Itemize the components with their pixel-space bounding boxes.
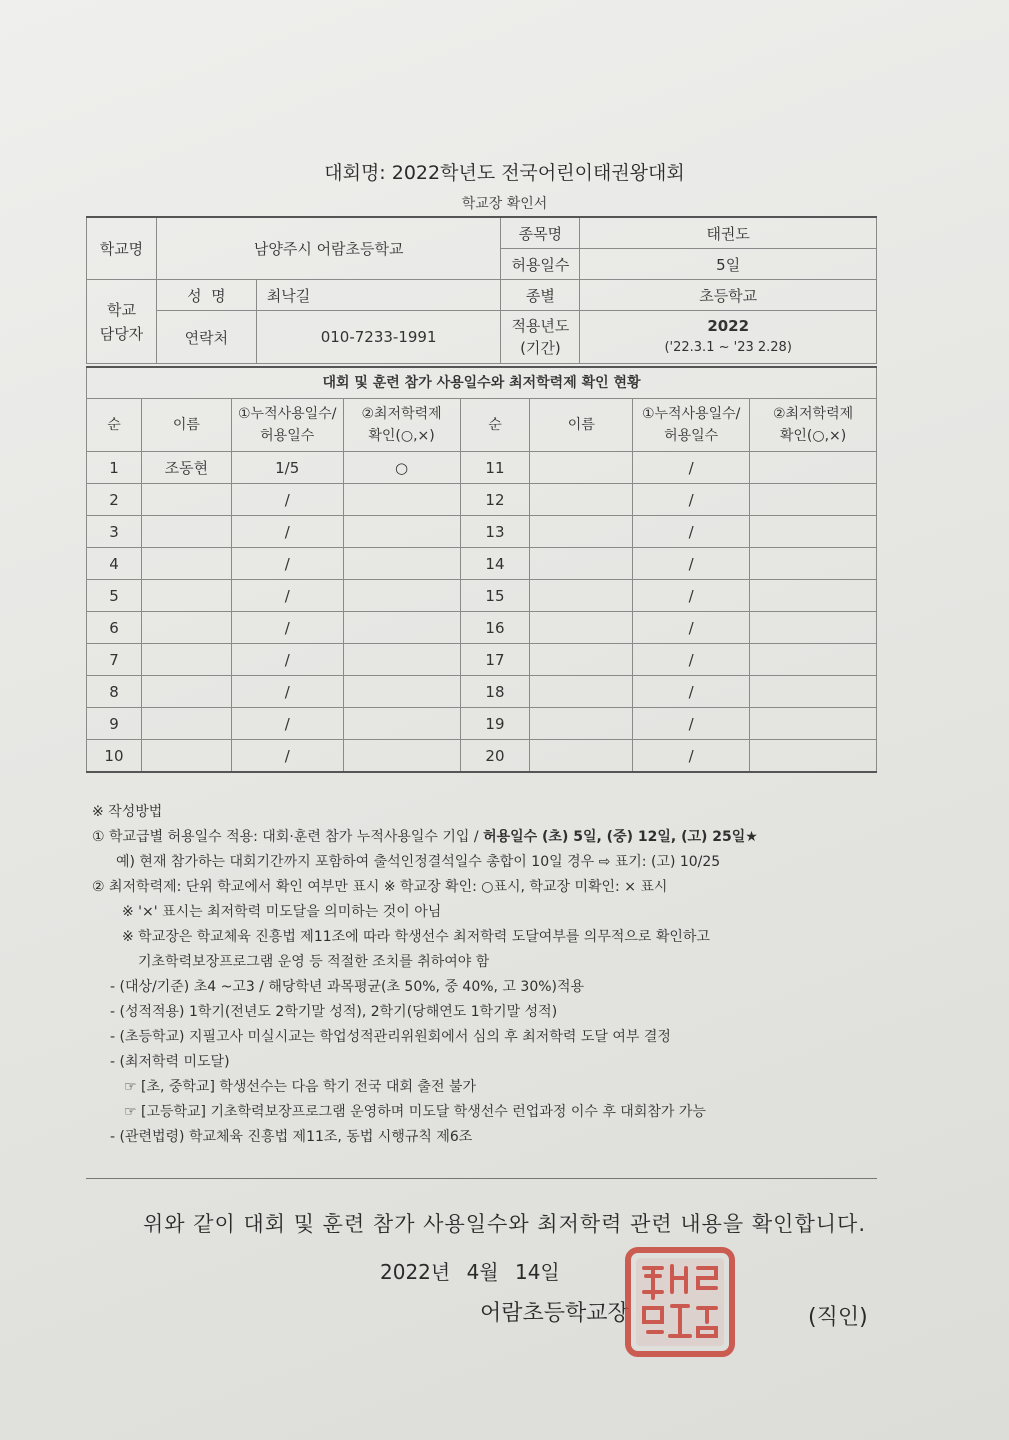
table-cell-d1: / — [231, 708, 343, 740]
year-label-line1: 적용년도 — [511, 317, 570, 335]
notes-heading: ※ 작성방법 — [92, 804, 163, 820]
year-value-cell — [580, 311, 877, 364]
header-days — [231, 399, 343, 452]
status-title: 대회 및 훈련 참가 사용일수와 최저학력제 확인 현황 — [87, 367, 877, 399]
table-cell-n1: 5 — [87, 580, 142, 612]
table-cell-n1: 6 — [87, 612, 142, 644]
header-days-2-line2: 허용일수 — [664, 428, 719, 444]
table-cell-c1 — [343, 548, 460, 580]
table-cell-name1 — [141, 676, 231, 708]
table-cell-name1 — [141, 516, 231, 548]
table-cell-d2: / — [633, 612, 750, 644]
table-cell-c2 — [750, 740, 877, 773]
table-cell-name1 — [141, 644, 231, 676]
event-value: 태권도 — [580, 217, 877, 249]
header-no: 순 — [87, 399, 142, 452]
table-cell-n1: 8 — [87, 676, 142, 708]
table-cell-name2 — [530, 516, 633, 548]
header-days-line1: ①누적사용일수/ — [238, 406, 337, 422]
note-12: - (관련법령) 학교체육 진흥법 제11조, 동법 시행규칙 제6조 — [110, 1129, 473, 1145]
table-cell-d1: / — [231, 484, 343, 516]
table-cell-name1 — [141, 708, 231, 740]
table-cell-c2 — [750, 612, 877, 644]
table-cell-n2: 18 — [460, 676, 530, 708]
header-check-2-line1: ②최저학력제 — [772, 406, 854, 422]
table-cell-d2: / — [633, 548, 750, 580]
table-cell-c1 — [343, 644, 460, 676]
table-cell-name1 — [141, 548, 231, 580]
table-row — [87, 484, 877, 516]
note-8: - (초등학교) 지필고사 미실시교는 학업성적관리위원회에서 심의 후 최저학력 도달 여부 결정 — [110, 1029, 671, 1045]
table-cell-d2: / — [633, 484, 750, 516]
year-label — [501, 311, 580, 364]
table-cell-name2 — [530, 708, 633, 740]
table-cell-c2 — [750, 548, 877, 580]
table-cell-c2 — [750, 580, 877, 612]
table-row — [87, 676, 877, 708]
document-title: 대회명: 2022학년도 전국어린이태권왕대회 — [324, 162, 685, 184]
note-1b: 허용일수 (초) 5일, (중) 12일, (고) 25일★ — [483, 829, 758, 845]
table-cell-n1: 3 — [87, 516, 142, 548]
table-cell-c1 — [343, 484, 460, 516]
table-cell-name2 — [530, 548, 633, 580]
table-cell-n1: 7 — [87, 644, 142, 676]
allowed-days-value: 5일 — [580, 249, 877, 280]
table-cell-c2 — [750, 484, 877, 516]
name-label: 성 명 — [156, 280, 256, 311]
official-seal-icon — [624, 1246, 736, 1358]
table-cell-name2 — [530, 740, 633, 773]
table-cell-c2 — [750, 676, 877, 708]
table-row — [87, 708, 877, 740]
seal-note: (직인) — [808, 1305, 868, 1330]
document-subtitle: 학교장 확인서 — [461, 196, 548, 212]
table-cell-n2: 15 — [460, 580, 530, 612]
contact-value: 010-7233-1991 — [256, 311, 501, 364]
header-check-2 — [750, 399, 877, 452]
table-cell-d2: / — [633, 580, 750, 612]
table-cell-name1 — [141, 740, 231, 773]
table-cell-c1 — [343, 708, 460, 740]
table-cell-n1: 9 — [87, 708, 142, 740]
table-row — [87, 516, 877, 548]
name-value: 최낙길 — [256, 280, 501, 311]
table-cell-d2: / — [633, 676, 750, 708]
table-cell-name2 — [530, 644, 633, 676]
note-7: - (성적적용) 1학기(전년도 2학기말 성적), 2학기(당해연도 1학기말 성적) — [110, 1004, 558, 1020]
note-1 — [92, 825, 892, 850]
table-cell-c1 — [343, 740, 460, 773]
table-cell-n1: 4 — [87, 548, 142, 580]
table-cell-name1 — [141, 484, 231, 516]
date-text: 2022년 4월 14일 — [380, 1260, 560, 1284]
table-cell-n2: 17 — [460, 644, 530, 676]
table-cell-name1: 조동현 — [141, 452, 231, 484]
table-cell-d2: / — [633, 452, 750, 484]
table-cell-n2: 14 — [460, 548, 530, 580]
note-1c: 예) 현재 참가하는 대회기간까지 포함하여 출석인정결석일수 총합이 10일 경우 ⇨ 표기: (고) 10/25 — [116, 854, 721, 870]
table-cell-n1: 10 — [87, 740, 142, 773]
year-period: ('22.3.1 ~ '23 2.28) — [664, 340, 792, 355]
year-value: 2022 — [707, 317, 750, 335]
table-cell-d1: / — [231, 580, 343, 612]
table-cell-d1: / — [231, 612, 343, 644]
table-cell-name2 — [530, 612, 633, 644]
allowed-days-label: 허용일수 — [501, 249, 580, 280]
principal-name: 어람초등학교장 — [480, 1301, 629, 1326]
school-value: 남양주시 어람초등학교 — [156, 217, 501, 280]
table-cell-c1 — [343, 676, 460, 708]
table-cell-d1: 1/5 — [231, 452, 343, 484]
table-cell-d1: / — [231, 516, 343, 548]
table-cell-d2: / — [633, 644, 750, 676]
note-9: - (최저학력 미도달) — [110, 1054, 230, 1070]
divider — [86, 1178, 877, 1179]
table-cell-n2: 20 — [460, 740, 530, 773]
table-cell-name2 — [530, 676, 633, 708]
table-cell-n2: 16 — [460, 612, 530, 644]
table-cell-n2: 11 — [460, 452, 530, 484]
table-cell-name1 — [141, 612, 231, 644]
manager-label: 학교 담당자 — [87, 280, 157, 364]
table-cell-c2 — [750, 516, 877, 548]
header-check-2-line2: 확인(○,×) — [779, 428, 847, 444]
note-11: ☞ [고등학교] 기초학력보장프로그램 운영하며 미도달 학생선수 런업과정 이수 후 대회참가 가능 — [124, 1104, 706, 1120]
header-no-2: 순 — [460, 399, 530, 452]
note-10: ☞ [초, 중학교] 학생선수는 다음 학기 전국 대회 출전 불가 — [124, 1079, 476, 1095]
note-5: 기초학력보장프로그램 운영 등 적절한 조치를 취하여야 함 — [138, 954, 490, 970]
note-3: ※ '×' 표시는 최저학력 미도달을 의미하는 것이 아님 — [122, 904, 442, 920]
table-cell-d1: / — [231, 548, 343, 580]
header-check-line1: ②최저학력제 — [361, 406, 442, 422]
table-cell-d1: / — [231, 740, 343, 773]
table-cell-n1: 2 — [87, 484, 142, 516]
table-row — [87, 452, 877, 484]
year-label-line2: (기간) — [520, 339, 561, 357]
table-cell-name2 — [530, 452, 633, 484]
table-cell-c1 — [343, 612, 460, 644]
note-2: ② 최저학력제: 단위 학교에서 확인 여부만 표시 ※ 학교장 확인: ○표시, 학교장 미확인: × 표시 — [92, 879, 668, 895]
table-cell-n2: 19 — [460, 708, 530, 740]
status-table — [86, 366, 877, 773]
table-cell-d1: / — [231, 676, 343, 708]
contact-label: 연락처 — [156, 311, 256, 364]
table-row — [87, 548, 877, 580]
table-cell-d2: / — [633, 516, 750, 548]
table-cell-c2 — [750, 708, 877, 740]
table-cell-name2 — [530, 580, 633, 612]
table-cell-c2 — [750, 452, 877, 484]
header-name: 이름 — [141, 399, 231, 452]
confirmation-text: 위와 같이 대회 및 훈련 참가 사용일수와 최저학력 관련 내용을 확인합니다. — [142, 1212, 866, 1236]
note-6: - (대상/기준) 초4 ~고3 / 해당학년 과목평균(초 50%, 중 40%, 고 30%)적용 — [110, 979, 585, 995]
event-label: 종목명 — [501, 217, 580, 249]
header-check-line2: 확인(○,×) — [368, 428, 435, 444]
note-4: ※ 학교장은 학교체육 진흥법 제11조에 따라 학생선수 최저학력 도달여부를 의무적으로 확인하고 — [122, 929, 710, 945]
table-cell-c1 — [343, 516, 460, 548]
table-cell-c2 — [750, 644, 877, 676]
header-days-2-line1: ①누적사용일수/ — [641, 406, 741, 422]
header-days-line2: 허용일수 — [260, 428, 315, 444]
header-name-2: 이름 — [530, 399, 633, 452]
school-label: 학교명 — [87, 217, 157, 280]
table-cell-d1: / — [231, 644, 343, 676]
table-cell-name2 — [530, 484, 633, 516]
table-row — [87, 644, 877, 676]
table-row — [87, 612, 877, 644]
header-days-2 — [633, 399, 750, 452]
table-cell-d2: / — [633, 740, 750, 773]
table-cell-n1: 1 — [87, 452, 142, 484]
note-1a: ① 학교급별 허용일수 적용: 대회·훈련 참가 누적사용일수 기입 / — [92, 829, 484, 845]
notes-section — [92, 800, 892, 1150]
table-cell-n2: 13 — [460, 516, 530, 548]
table-cell-name1 — [141, 580, 231, 612]
table-cell-c1: ○ — [343, 452, 460, 484]
category-value: 초등학교 — [580, 280, 877, 311]
table-row — [87, 740, 877, 773]
category-label: 종별 — [501, 280, 580, 311]
table-cell-c1 — [343, 580, 460, 612]
table-row — [87, 580, 877, 612]
info-table — [86, 216, 877, 364]
table-cell-n2: 12 — [460, 484, 530, 516]
table-cell-d2: / — [633, 708, 750, 740]
header-check — [343, 399, 460, 452]
